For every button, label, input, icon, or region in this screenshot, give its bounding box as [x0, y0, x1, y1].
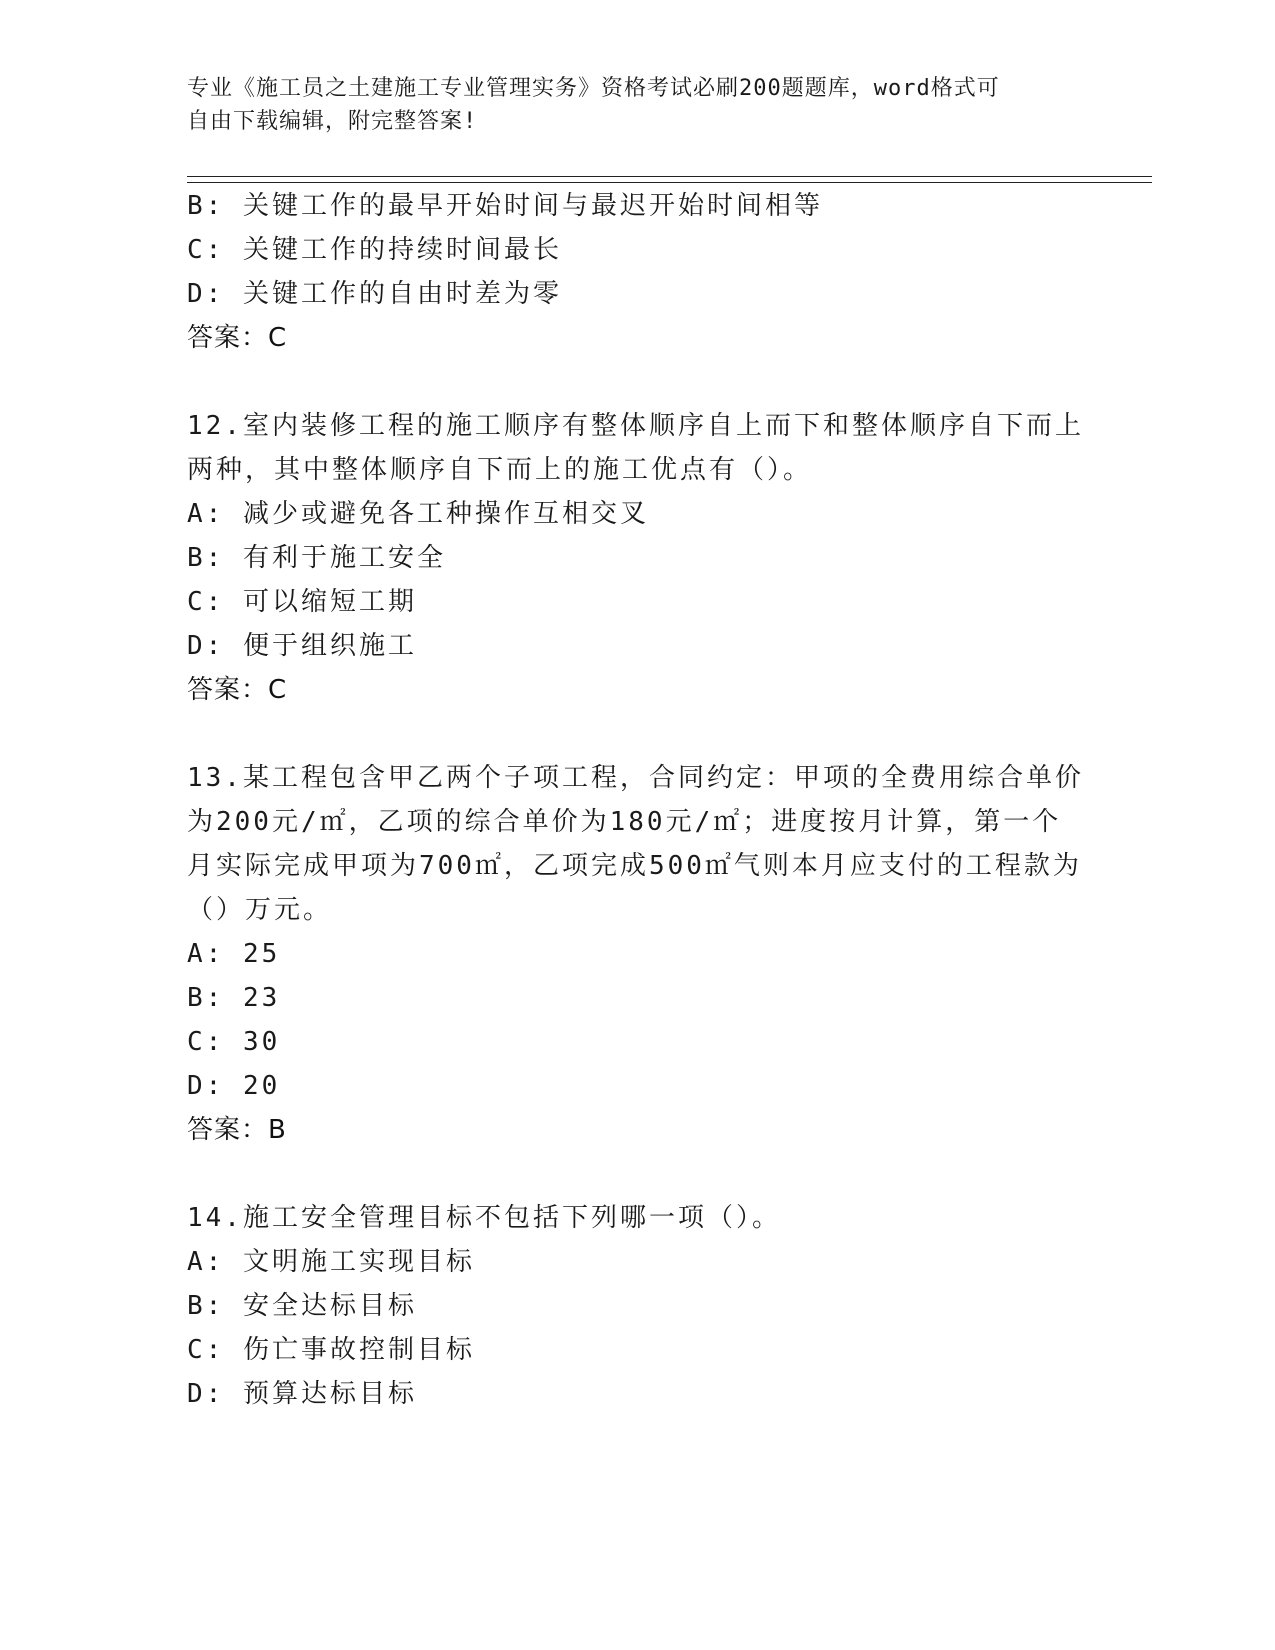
q11-option-c: C: 关键工作的持续时间最长	[187, 235, 562, 265]
header-line-1: 专业《施工员之土建施工专业管理实务》资格考试必刷200题题库，word格式可	[187, 76, 1000, 101]
q11-option-b: B: 关键工作的最早开始时间与最迟开始时间相等	[187, 191, 823, 221]
document-header	[187, 72, 1067, 138]
q13-option-a: A: 25	[187, 939, 281, 969]
q14-stem-line-1: 14.施工安全管理目标不包括下列哪一项（）。	[187, 1203, 781, 1233]
q12-option-b: B: 有利于施工安全	[187, 543, 446, 573]
q12-option-d: D: 便于组织施工	[187, 631, 417, 661]
q12-answer: 答案：C	[187, 675, 288, 705]
q14-option-a: A: 文明施工实现目标	[187, 1247, 475, 1277]
header-divider-top	[187, 176, 1152, 177]
q13-answer: 答案：B	[187, 1115, 287, 1145]
q13-option-b: B: 23	[187, 983, 281, 1013]
header-line-2: 自由下载编辑，附完整答案!	[187, 109, 478, 134]
q11-answer: 答案：C	[187, 323, 288, 353]
q13-stem-line-3: 月实际完成甲项为700㎡，乙项完成500㎡气则本月应支付的工程款为	[187, 851, 1082, 881]
q14-option-b: B: 安全达标目标	[187, 1291, 417, 1321]
q12-option-c: C: 可以缩短工期	[187, 587, 417, 617]
q11-option-d: D: 关键工作的自由时差为零	[187, 279, 562, 309]
q13-stem-line-4: （）万元。	[187, 895, 333, 925]
q14-option-d: D: 预算达标目标	[187, 1379, 417, 1409]
q13-stem-line-1: 13.某工程包含甲乙两个子项工程，合同约定：甲项的全费用综合单价	[187, 763, 1084, 793]
q12-stem-line-1: 12.室内装修工程的施工顺序有整体顺序自上而下和整体顺序自下而上	[187, 411, 1084, 441]
q13-stem-line-2: 为200元/㎡，乙项的综合单价为180元/㎡；进度按月计算，第一个	[187, 807, 1062, 837]
q13-option-d: D: 20	[187, 1071, 281, 1101]
q14-option-c: C: 伤亡事故控制目标	[187, 1335, 475, 1365]
q12-option-a: A: 减少或避免各工种操作互相交叉	[187, 499, 649, 529]
q13-option-c: C: 30	[187, 1027, 281, 1057]
q12-stem-line-2: 两种，其中整体顺序自下而上的施工优点有（）。	[187, 455, 813, 485]
